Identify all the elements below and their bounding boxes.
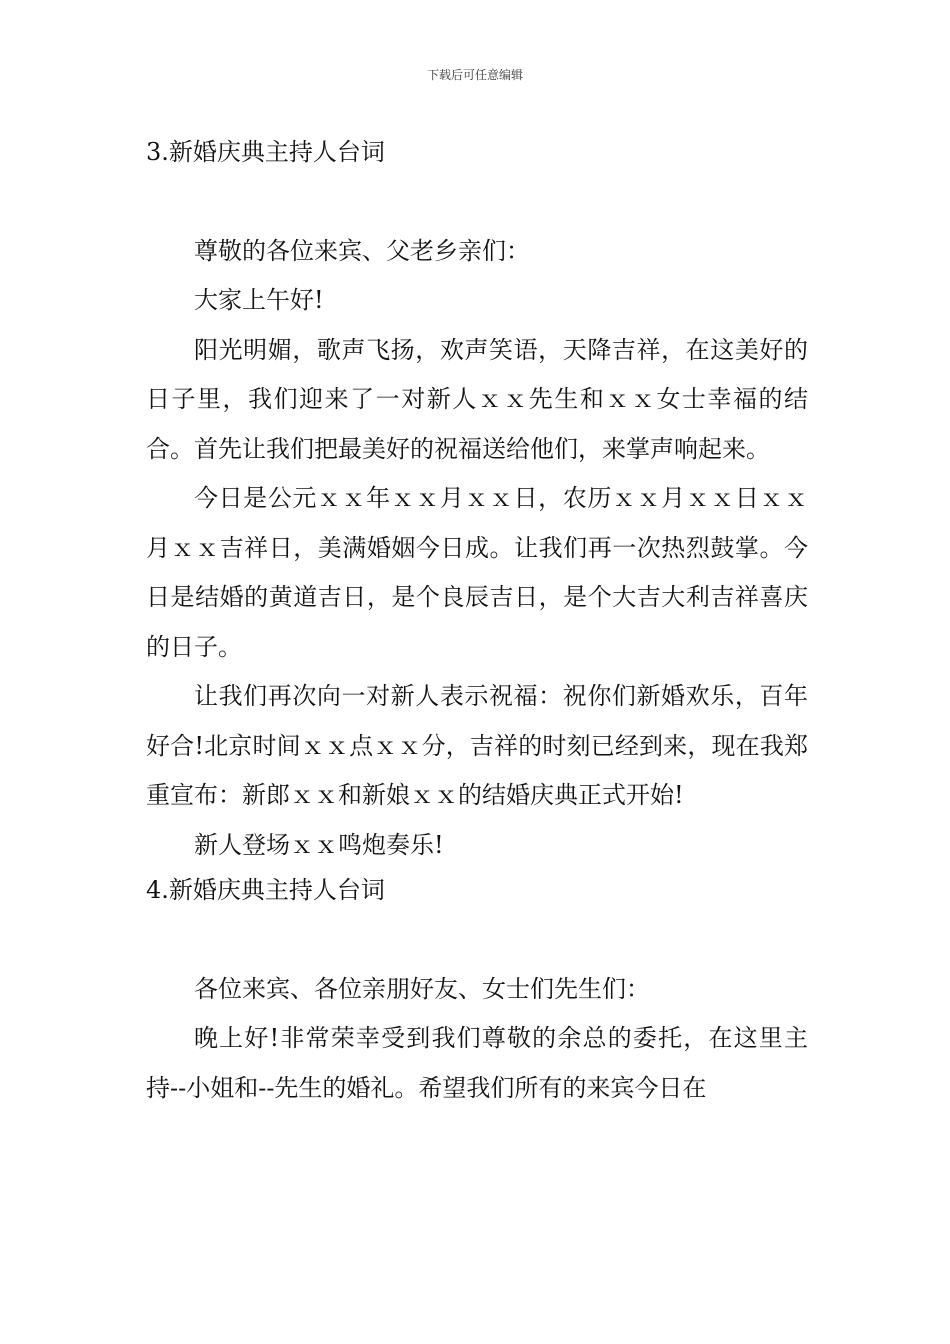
paragraph-good-evening: 晚上好!非常荣幸受到我们尊敬的余总的委托，在这里主持--小姐和--先生的婚礼。希望我们所有的来宾今日在 [146, 1024, 808, 1102]
spacer [146, 178, 808, 227]
page-header-note: 下载后可任意编辑 [426, 68, 523, 82]
paragraph-sunshine: 阳光明媚，歌声飞扬，欢声笑语，天降吉祥，在这美好的日子里，我们迎来了一对新人ｘｘ先生和ｘｘ女士幸福的结合。首先让我们把最美好的祝福送给他们，来掌声响起来。 [146, 335, 808, 463]
section-title-4: 4.新婚庆典主持人台词 [146, 876, 385, 904]
section-title-3: 3.新婚庆典主持人台词 [146, 138, 385, 166]
paragraph-greeting-2: 各位来宾、各位亲朋好友、女士们先生们： [194, 974, 650, 1003]
paragraph-entrance: 新人登场ｘｘ鸣炮奏乐! [194, 830, 444, 859]
paragraph-blessing: 让我们再次向一对新人表示祝福：祝你们新婚欢乐，百年好合!北京时间ｘｘ点ｘｘ分，吉祥的时刻已经到来，现在我郑重宣布：新郎ｘｘ和新娘ｘｘ的结婚庆典正式开始! [146, 682, 808, 809]
document-body [146, 128, 808, 1113]
paragraph-greeting: 尊敬的各位来宾、父老乡亲们： [194, 236, 530, 265]
paragraph-date: 今日是公元ｘｘ年ｘｘ月ｘｘ日，农历ｘｘ月ｘｘ日ｘｘ月ｘｘ吉祥日，美满婚姻今日成。让我们再一次热烈鼓掌。今日是结婚的黄道吉日，是个良辰吉日，是个大吉大利吉祥喜庆的日子。 [146, 484, 808, 661]
spacer [146, 916, 808, 965]
paragraph-good-morning: 大家上午好! [194, 286, 324, 314]
